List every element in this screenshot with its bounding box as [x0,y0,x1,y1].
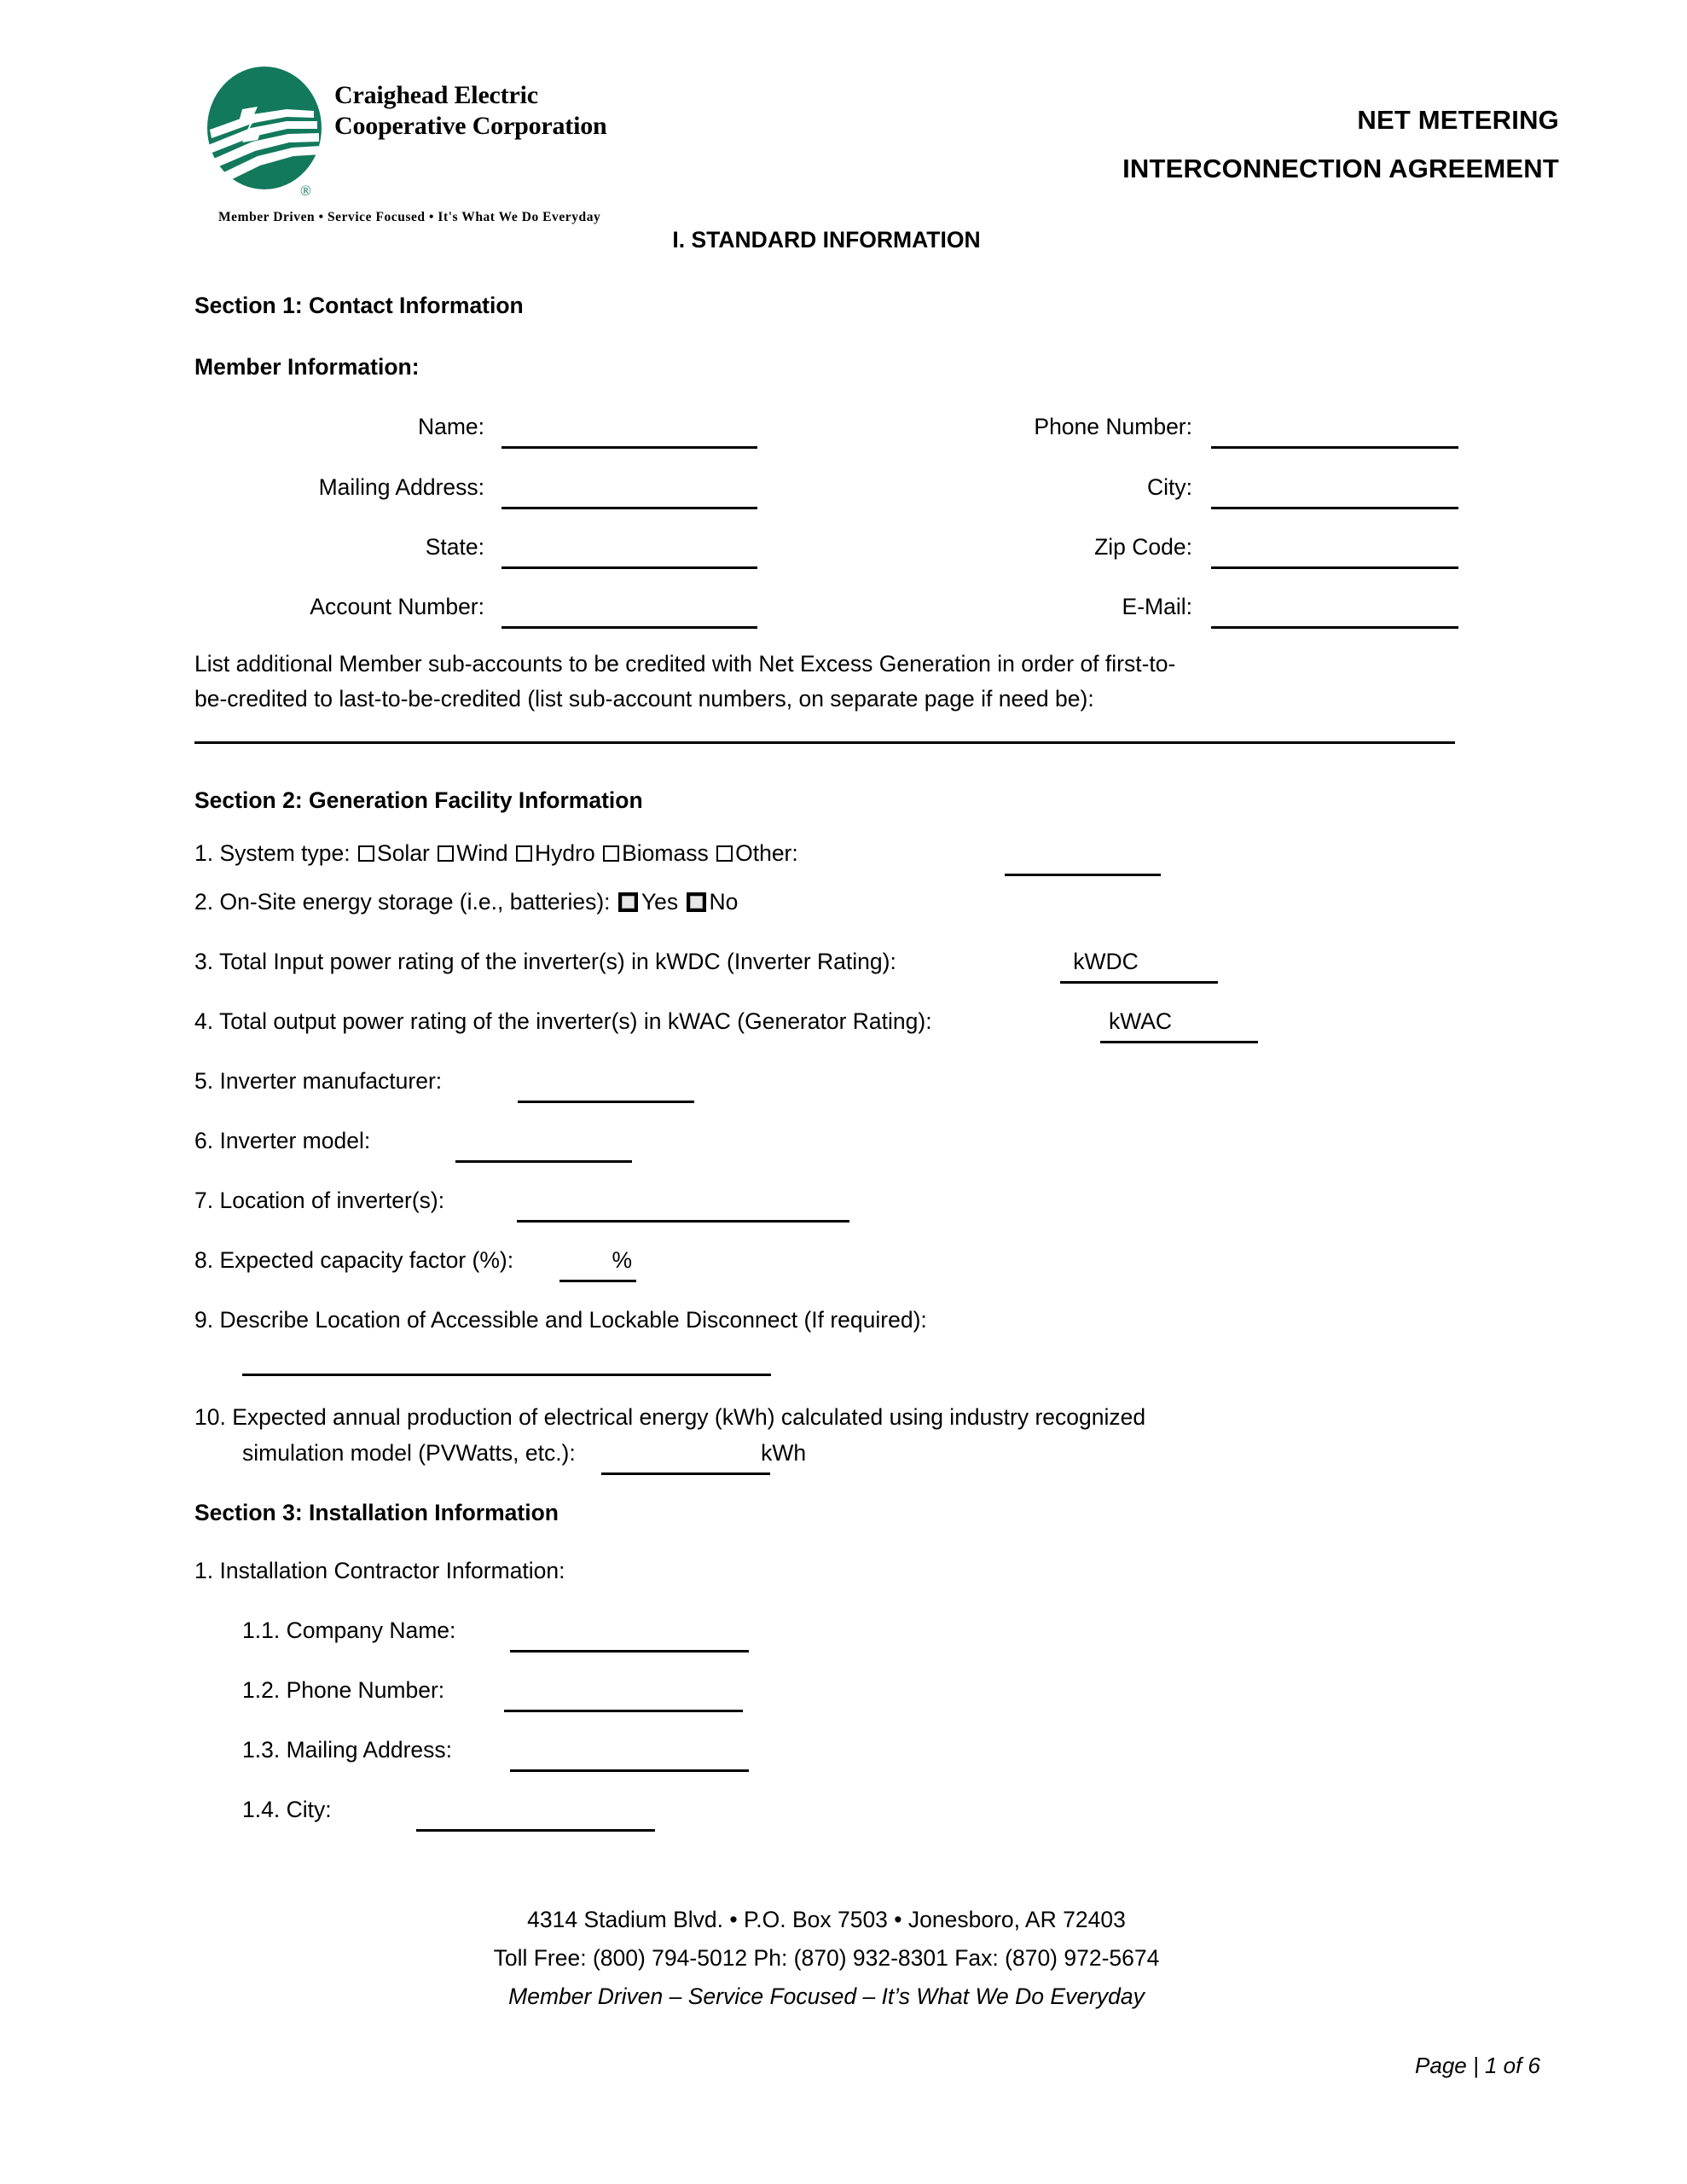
company-name-line2: Cooperative Corporation [334,112,607,140]
input-inverter-rating[interactable] [1060,981,1218,984]
contractor-phone-number-label: 1.2. Phone Number: [242,1677,445,1703]
checkbox-storage-yes[interactable] [618,892,638,912]
input-contractor-phone-number[interactable] [504,1710,743,1712]
generator-rating-unit: kWAC [1108,1008,1173,1034]
input-inverter-model[interactable] [455,1160,632,1163]
inverter-model-label: 6. Inverter model: [194,1128,371,1153]
label-account-number: Account Number: [310,594,484,619]
input-subaccount-list[interactable] [194,741,1455,744]
annual-production-unit: kWh [761,1440,807,1466]
system-type-row [194,842,798,865]
generator-rating-text: 4. Total output power rating of the inverter(s) in kWAC (Generator Rating): [194,1008,932,1034]
part-heading: I. STANDARD INFORMATION [672,227,981,253]
input-contractor-city[interactable] [416,1829,655,1832]
checkbox-biomass[interactable] [603,845,619,862]
disconnect-location-label: 9. Describe Location of Accessible and Lockable Disconnect (If required): [194,1307,927,1333]
option-label-biomass: Biomass [622,840,709,866]
option-label-wind: Wind [456,840,508,866]
contractor-city-label: 1.4. City: [242,1797,332,1822]
document-title-line1: NET METERING [1357,105,1559,135]
input-mailing-address[interactable] [501,507,757,509]
option-label-yes: Yes [641,889,679,915]
annual-production-row2 [242,1442,806,1465]
page-header [0,0,1687,230]
input-annual-production[interactable] [601,1472,770,1475]
energy-storage-row [194,891,738,914]
input-phone-number[interactable] [1211,446,1458,449]
generator-rating-row [194,1010,1172,1033]
contractor-mailing-address-label: 1.3. Mailing Address: [242,1737,452,1763]
document-title [1122,96,1559,193]
input-account-number[interactable] [501,626,757,629]
label-city: City: [1147,474,1192,500]
registered-trademark-icon: ® [300,183,311,199]
input-inverter-manufacturer[interactable] [518,1101,694,1103]
input-zip-code[interactable] [1211,566,1458,569]
label-email: E-Mail: [1122,594,1192,619]
company-logo [205,67,648,229]
inverter-manufacturer-label: 5. Inverter manufacturer: [194,1068,443,1094]
checkbox-hydro[interactable] [516,845,532,862]
option-label-hydro: Hydro [535,840,595,866]
option-label-no: No [709,889,739,915]
option-label-other: Other: [735,840,798,866]
label-state: State: [425,534,484,560]
energy-storage-prefix: 2. On-Site energy storage (i.e., batteries): [194,889,611,915]
checkbox-other[interactable] [716,845,733,862]
input-generator-rating[interactable] [1100,1041,1258,1043]
subaccount-note-line1: List additional Member sub-accounts to be credited with Net Excess Generation in order of first-to- [194,651,1176,677]
subaccount-note-line2: be-credited to last-to-be-credited (list sub-account numbers, on separate page if need be): [194,686,1094,712]
input-disconnect-location[interactable] [242,1374,771,1376]
annual-production-line1: 10. Expected annual production of electrical energy (kWh) calculated using industry recognized [194,1404,1146,1430]
annual-production-line2: simulation model (PVWatts, etc.): [242,1440,576,1466]
company-name-line1: Craighead Electric [334,81,538,109]
label-mailing-address: Mailing Address: [318,474,484,500]
company-tagline: Member Driven • Service Focused • It's What We Do Everyday [218,210,601,224]
inverter-rating-unit: kWDC [1073,949,1139,974]
label-name: Name: [417,414,484,439]
option-label-solar: Solar [377,840,430,866]
footer-phones: Toll Free: (800) 794-5012 Ph: (870) 932-8301 Fax: (870) 972-5674 [493,1945,1160,1971]
company-name [334,80,607,142]
label-phone-number: Phone Number: [1034,414,1192,439]
document-title-line2: INTERCONNECTION AGREEMENT [1122,154,1559,183]
input-system-type-other[interactable] [1005,874,1161,876]
input-email[interactable] [1211,626,1458,629]
footer-address: 4314 Stadium Blvd. • P.O. Box 7503 • Jonesboro, AR 72403 [527,1907,1126,1932]
subaccount-note [194,647,1175,717]
footer-tagline: Member Driven – Service Focused – It’s What We Do Everyday [508,1984,1145,2009]
page-footer [194,1901,1458,2016]
system-type-prefix: 1. System type: [194,840,351,866]
installation-contractor-label: 1. Installation Contractor Information: [194,1558,565,1583]
input-state[interactable] [501,566,757,569]
capacity-factor-text: 8. Expected capacity factor (%): [194,1247,514,1273]
craighead-electric-oval-logo-icon [205,67,324,196]
input-city[interactable] [1211,507,1458,509]
section3-heading: Section 3: Installation Information [194,1500,559,1525]
section1-heading: Section 1: Contact Information [194,293,524,318]
inverter-rating-text: 3. Total Input power rating of the inverter(s) in kWDC (Inverter Rating): [194,949,896,974]
capacity-factor-unit: % [612,1247,633,1273]
inverter-location-label: 7. Location of inverter(s): [194,1188,445,1213]
input-contractor-mailing-address[interactable] [510,1769,749,1772]
inverter-rating-row [194,950,1139,973]
capacity-factor-row [194,1249,632,1272]
input-name[interactable] [501,446,757,449]
checkbox-storage-no[interactable] [687,892,706,912]
checkbox-wind[interactable] [438,845,454,862]
input-inverter-location[interactable] [517,1220,849,1223]
contractor-company-name-label: 1.1. Company Name: [242,1618,456,1643]
input-capacity-factor[interactable] [559,1280,636,1282]
section2-heading: Section 2: Generation Facility Information [194,787,643,813]
member-information-subheading: Member Information: [194,354,420,380]
page-number: Page | 1 of 6 [1415,2053,1540,2078]
label-zip-code: Zip Code: [1094,534,1192,560]
input-contractor-company-name[interactable] [510,1650,749,1653]
checkbox-solar[interactable] [358,845,374,862]
